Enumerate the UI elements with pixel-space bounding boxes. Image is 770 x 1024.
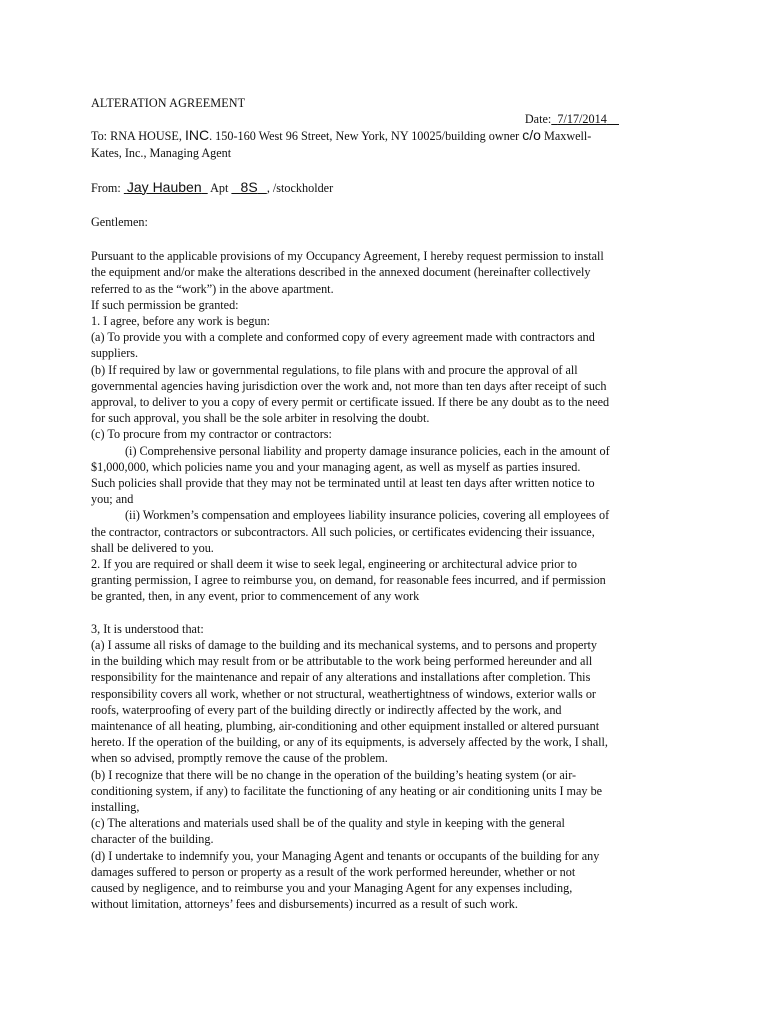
body-line: character of the building.	[91, 832, 214, 847]
body-line: (b) I recognize that there will be no change in the operation of the building’s heating system (or air-	[91, 767, 577, 782]
body-line: roofs, waterproofing of every part of the building directly or indirectly affected by the work, and	[91, 702, 562, 717]
addressee-line-2: Kates, Inc., Managing Agent	[91, 145, 232, 160]
from-label: From:	[91, 180, 124, 195]
body-line: responsibility for the maintenance and repair of any alterations and installations after completion. This	[91, 670, 591, 685]
body-line: in the building which may result from or be attributable to the work being performed hereunder and all	[91, 654, 593, 669]
body-line: suppliers.	[91, 346, 139, 361]
addressee-line: To: RNA HOUSE, INC. 150-160 West 96 Street, New York, NY 10025/building owner c/o Maxwell-	[91, 127, 592, 144]
document-content	[91, 95, 683, 912]
body-section-2	[91, 621, 683, 913]
body-line: 2. If you are required or shall deem it wise to seek legal, engineering or architectural advice prior to	[91, 557, 577, 572]
body-line: (c) To procure from my contractor or contractors:	[91, 427, 332, 442]
from-line: From: Jay Hauben Apt 8S , /stockholder	[91, 178, 334, 195]
body-line: without limitation, attorneys’ fees and disbursements) incurred as a result of such work.	[91, 897, 518, 912]
body-line: (c) The alterations and materials used shall be of the quality and style in keeping with the general	[91, 816, 565, 831]
body-line: (a) To provide you with a complete and conformed copy of every agreement made with contractors and	[91, 330, 595, 345]
body-line: (i) Comprehensive personal liability and property damage insurance policies, each in the amount of	[125, 443, 610, 458]
document-title: ALTERATION AGREEMENT	[91, 96, 246, 110]
body-line: (d) I undertake to indemnify you, your Managing Agent and tenants or occupants of the building for any	[91, 848, 600, 863]
from-name: Jay Hauben	[126, 178, 202, 195]
body-line: 3, It is understood that:	[91, 621, 204, 636]
apt-field	[231, 178, 266, 195]
from-name-field	[124, 178, 208, 195]
date-line	[91, 111, 683, 127]
body-line: (ii) Workmen’s compensation and employees liability insurance policies, covering all employees of	[125, 508, 610, 523]
body-line: conditioning system, if any) to facilitate the functioning of any heating or air conditioning units I may be	[91, 783, 603, 798]
date-value: 7/17/2014	[557, 112, 607, 127]
body-line: installing,	[91, 799, 140, 814]
body-line: (a) I assume all risks of damage to the building and its mechanical systems, and to persons and property	[91, 637, 597, 652]
body-line: 1. I agree, before any work is begun:	[91, 314, 271, 329]
body-line: Pursuant to the applicable provisions of my Occupancy Agreement, I hereby request permission to install	[91, 249, 604, 264]
co-text: c/o	[522, 127, 541, 144]
body-line: (b) If required by law or governmental regulations, to file plans with and procure the approval of all	[91, 362, 578, 377]
body-section-1	[91, 248, 683, 604]
body-line: damages suffered to person or property as a result of the work performed hereunder, whether or not	[91, 864, 576, 879]
body-line: hereto. If the operation of the building, or any of its equipments, is adversely affected by the work, I shall,	[91, 735, 608, 750]
salutation: Gentlemen:	[91, 215, 148, 230]
body-line: when so advised, promptly remove the cause of the problem.	[91, 751, 388, 766]
body-line: be granted, then, in any event, prior to commencement of any work	[91, 589, 420, 604]
body-line: referred to as the “work”) in the above apartment.	[91, 281, 334, 296]
body-line: governmental agencies having jurisdiction over the work and, not more than ten days after receipt of such	[91, 378, 607, 393]
body-line: If such permission be granted:	[91, 297, 239, 312]
body-line: caused by negligence, and to reimburse you and your Managing Agent for any expenses including,	[91, 880, 573, 895]
body-line: for such approval, you shall be the sole arbiter in resolving the doubt.	[91, 411, 430, 426]
body-line: shall be delivered to you.	[91, 540, 214, 555]
body-line: approval, to deliver to you a copy of every permit or certificate issued. If there be any doubt as to the need	[91, 395, 610, 410]
body-line: maintenance of all heating, plumbing, air-conditioning and other equipment installed or altered pursuant	[91, 718, 600, 733]
body-line: granting permission, I agree to reimburse you, on demand, for reasonable fees incurred, and if permission	[91, 573, 606, 588]
body-line: responsibility covers all work, whether or not structural, weathertightness of windows, exterior walls or	[91, 686, 596, 701]
apt-value: 8S	[240, 178, 258, 195]
body-line: $1,000,000, which policies name you and your managing agent, as well as myself as parties insured.	[91, 459, 581, 474]
date-label: Date:	[524, 112, 552, 127]
body-line: Such policies shall provide that they may not be terminated until at least ten days after written notice to	[91, 476, 595, 491]
inc-text: INC	[184, 127, 210, 144]
body-line: you; and	[91, 492, 134, 507]
body-line: the equipment and/or make the alterations described in the annexed document (hereinafter collectively	[91, 265, 591, 280]
body-line: the contractor, contractors or subcontractors. All such policies, or certificates evidencing their issuance,	[91, 524, 595, 539]
